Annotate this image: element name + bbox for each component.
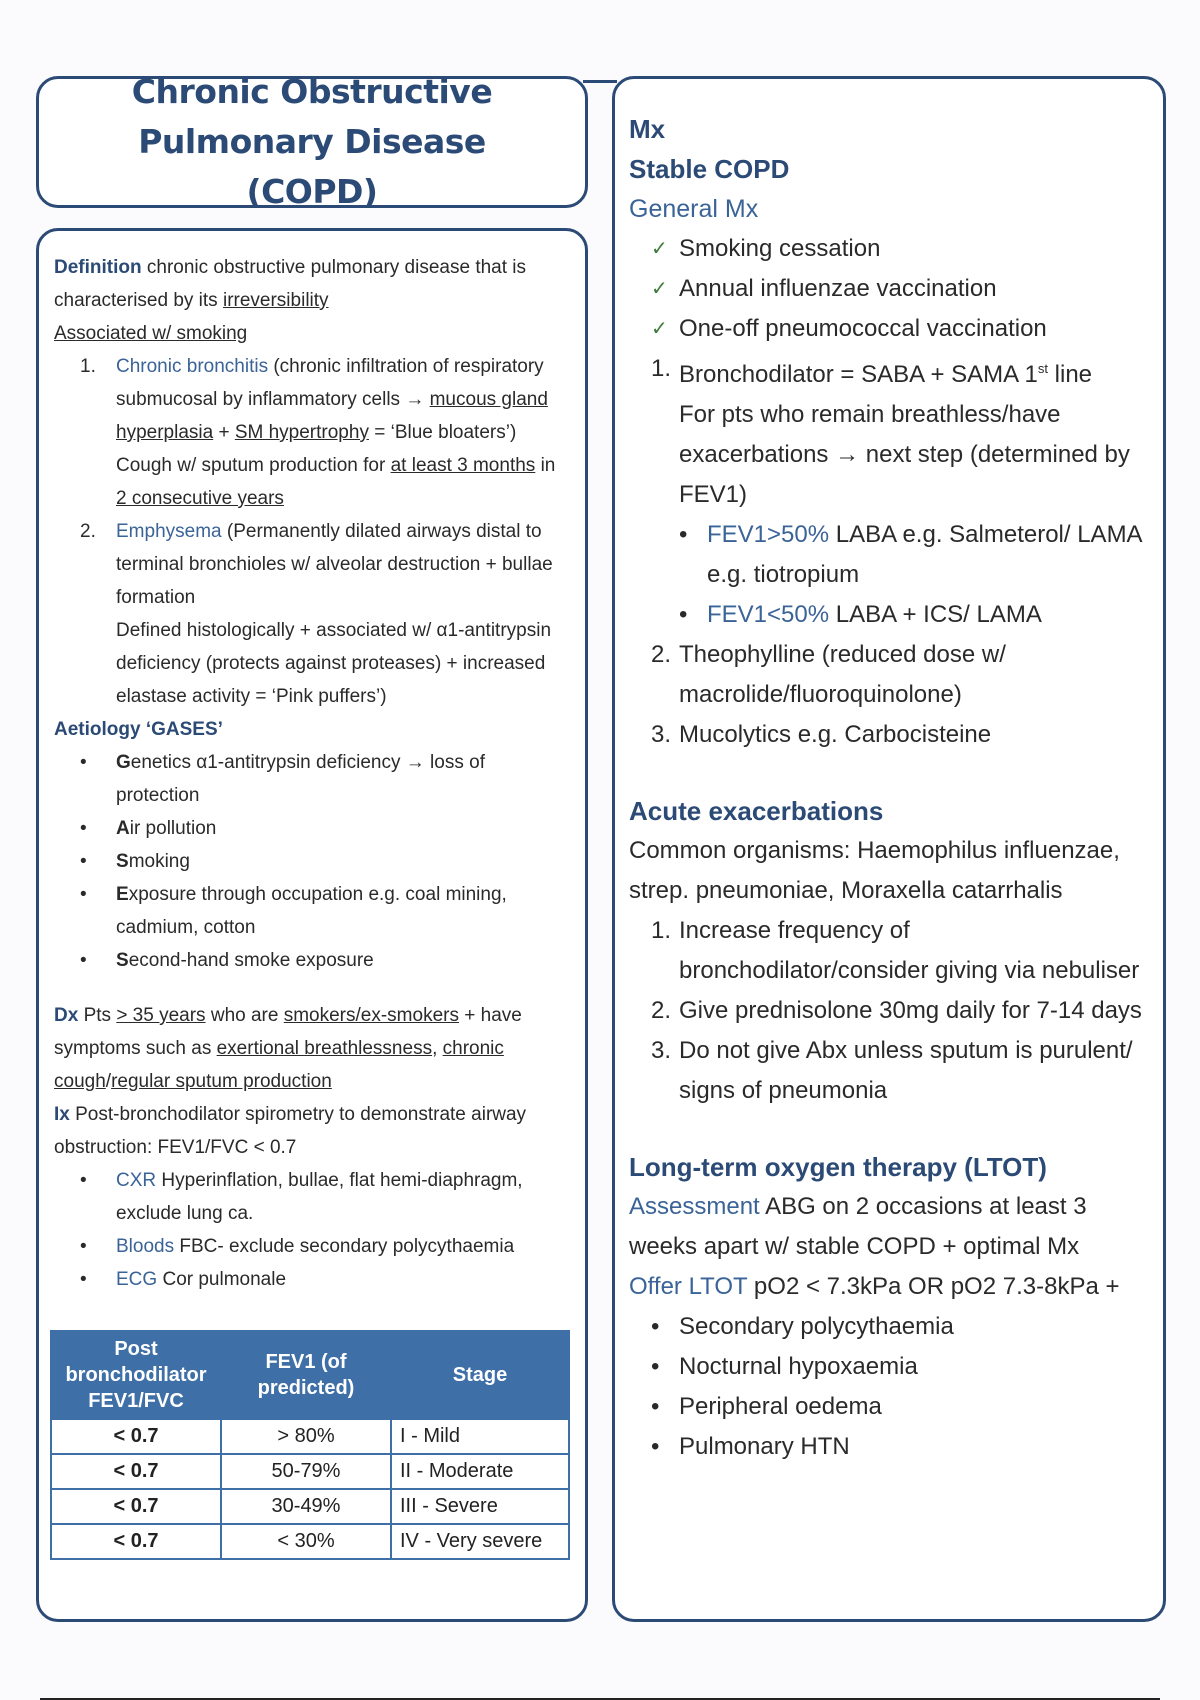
spacer [629,755,1147,791]
ltot-offer [629,1267,1147,1307]
aetiology-item [54,878,571,944]
mx-step-3 [629,715,1147,755]
table-row [51,1419,569,1454]
ix-item-label: CXR [116,1170,157,1191]
step-text: Give prednisolone 30mg daily for 7-14 days [679,997,1142,1024]
step-number: 2. [651,641,672,668]
type-number: 2. [80,521,96,542]
table-cell: < 0.7 [51,1419,221,1454]
table-cell: < 30% [221,1524,391,1559]
ltot-item [629,1307,1147,1347]
definition-text: chronic obstructive pulmonary disease that is characterised by its [54,257,527,311]
acute-item [629,1031,1147,1111]
bullet-icon: • [80,851,87,872]
mnemonic-letter: S [116,950,129,971]
acute-item [629,991,1147,1031]
step-text: For pts who remain breathless/have exacerbations → next step (determined by FEV1) [679,401,1130,508]
step-text: Bronchodilator = SABA + SAMA 1 [679,361,1038,388]
ltot-item-text: Pulmonary HTN [679,1433,850,1460]
page-title [39,67,585,217]
type-emphysema [54,515,571,713]
acute-exacerbations-heading: Acute exacerbations [629,796,884,826]
table-row [51,1454,569,1489]
dx-text: , [432,1038,443,1059]
type-text: (Permanently dilated airways distal to terminal bronchioles w/ alveolar destruction + bullae formation [116,521,553,608]
type-text: (chronic infiltration of respiratory submucosal by inflammatory cells → [116,356,544,410]
bullet-icon: • [80,950,87,971]
ix-item-text: Hyperinflation, bullae, flat hemi-diaphragm, exclude lung ca. [116,1170,523,1224]
ix-item-label: ECG [116,1269,158,1290]
spacer [54,977,571,999]
type-text: + [213,422,235,443]
ix-label: Ix [54,1104,70,1125]
check-icon: ✓ [651,318,668,340]
right-panel [612,76,1166,1622]
step-number: 3. [651,721,672,748]
step-number: 2. [651,997,672,1024]
bullet-icon: • [80,1236,87,1257]
check-icon: ✓ [651,278,668,300]
acute-item [629,911,1147,991]
mnemonic-letter: S [116,851,129,872]
bullet-icon: • [651,1313,660,1340]
table-header: FEV1 (of predicted) [221,1331,391,1419]
step-text: Do not give Abx unless sputum is purulent/ signs of pneumonia [679,1037,1133,1104]
ltot-item [629,1347,1147,1387]
bullet-icon: • [651,1393,660,1420]
definition-label: Definition [54,257,142,278]
title-line-1: Chronic Obstructive Pulmonary Disease [131,72,493,161]
bullet-icon: • [679,521,688,548]
mx-heading: Mx [629,114,666,144]
dx-underline: exertional breathlessness [216,1038,433,1059]
ix-text: Post-bronchodilator spirometry to demonstrate airway obstruction: FEV1/FVC < 0.7 [54,1104,527,1158]
fev1-bullet [629,595,1147,635]
bullet-icon: • [80,884,87,905]
table-cell: I - Mild [391,1419,569,1454]
associated-smoking: Associated w/ smoking [54,323,248,344]
ix-item-text: FBC- exclude secondary polycythaemia [174,1236,515,1257]
ltot-assessment [629,1187,1147,1267]
fev1-label: FEV1<50% [707,601,830,628]
table-cell: > 80% [221,1419,391,1454]
bullet-icon: • [651,1433,660,1460]
dx-underline: smokers/ex-smokers [283,1005,459,1026]
type-underline: at least 3 months [390,455,536,476]
gold-stage-table [50,1330,570,1560]
assessment-label: Assessment [629,1193,760,1220]
dx-text: who are [205,1005,284,1026]
bullet-icon: • [80,1170,87,1191]
mnemonic-letter: E [116,884,129,905]
aetiology-item [54,845,571,878]
ltot-item [629,1427,1147,1467]
step-number: 1. [651,917,672,944]
step-text: Mucolytics e.g. Carbocisteine [679,721,992,748]
table-cell: < 0.7 [51,1454,221,1489]
fev1-bullet [629,515,1147,595]
mx-step-1 [629,349,1147,515]
dx-underline: > 35 years [116,1005,206,1026]
aetiology-item [54,746,571,812]
ix-item-label: Bloods [116,1236,175,1257]
table-cell: < 0.7 [51,1489,221,1524]
step-number: 3. [651,1037,672,1064]
dx-label: Dx [54,1005,79,1026]
table-cell: IV - Very severe [391,1524,569,1559]
type-text: in [535,455,556,476]
mnemonic-text: enetics α1-antitrypsin deficiency → loss of protection [116,752,485,806]
check-icon: ✓ [651,238,668,260]
mnemonic-text: ir pollution [129,818,217,839]
general-mx-heading: General Mx [629,195,759,223]
check-item [629,229,1147,269]
type-text: Cough w/ sputum production for [116,455,391,476]
mnemonic-letter: G [116,752,131,773]
check-text: One-off pneumococcal vaccination [679,315,1047,342]
aetiology-item [54,944,571,977]
check-text: Annual influenzae vaccination [679,275,997,302]
spacer [629,1111,1147,1147]
ix-item-text: Cor pulmonale [157,1269,287,1290]
table-header-row [51,1331,569,1419]
aetiology-item [54,812,571,845]
ix-item [54,1164,571,1230]
step-text: Theophylline (reduced dose w/ macrolide/fluoroquinolone) [679,641,1006,708]
mnemonic-text: econd-hand smoke exposure [128,950,374,971]
ltot-heading: Long-term oxygen therapy (LTOT) [629,1152,1047,1182]
type-underline: 2 consecutive years [116,488,284,509]
bullet-icon: • [80,818,87,839]
ltot-item-text: Nocturnal hypoxaemia [679,1353,918,1380]
table-cell: 30-49% [221,1489,391,1524]
ltot-item [629,1387,1147,1427]
check-item [629,269,1147,309]
type-chronic-bronchitis [54,350,571,515]
definition [54,251,571,317]
step-text: Increase frequency of bronchodilator/consider giving via nebuliser [679,917,1140,984]
type-underline: SM hypertrophy [234,422,369,443]
connector-line [583,80,617,83]
check-text: Smoking cessation [679,235,881,262]
mnemonic-letter: A [116,818,130,839]
type-number: 1. [80,356,96,377]
mx-step-2 [629,635,1147,715]
ltot-item-text: Peripheral oedema [679,1393,882,1420]
table-cell: < 0.7 [51,1524,221,1559]
table-row [51,1489,569,1524]
type-underline: mucous gland hyperplasia [116,389,548,443]
type-text: Defined histologically + associated w/ α1-antitrypsin deficiency (protects against proteases) + increased elastase activity = ‘Pink puffers’) [116,620,552,707]
bullet-icon: • [80,1269,87,1290]
table-cell: II - Moderate [391,1454,569,1489]
type-name: Chronic bronchitis [116,356,269,377]
bullet-icon: • [80,752,87,773]
title-line-2: (COPD) [246,172,378,211]
table-row [51,1524,569,1559]
ix-item [54,1230,571,1263]
dx-text: / [105,1071,112,1092]
fev1-text: LABA + ICS/ LAMA [829,601,1042,628]
dx-underline: chronic cough [54,1038,504,1092]
type-name: Emphysema [116,521,222,542]
bullet-icon: • [679,601,688,628]
investigations [54,1098,571,1164]
table-header: Stage [391,1331,569,1419]
step-number: 1. [651,355,672,382]
step-sup: st [1037,361,1048,376]
dx-underline: regular sputum production [111,1071,332,1092]
table-header: Post bronchodilator FEV1/FVC [51,1331,221,1419]
offer-label: Offer LTOT [629,1273,748,1300]
dx-text: Pts [78,1005,117,1026]
table-cell: 50-79% [221,1454,391,1489]
diagnosis [54,999,571,1098]
type-text: = ‘Blue bloaters’) [368,422,517,443]
mnemonic-text: xposure through occupation e.g. coal mining, cadmium, cotton [116,884,507,938]
mnemonic-text: moking [128,851,190,872]
assessment-text: ABG on 2 occasions at least 3 weeks apart w/ stable COPD + optimal Mx [629,1193,1087,1260]
table-cell: III - Severe [391,1489,569,1524]
check-item [629,309,1147,349]
common-organisms: Common organisms: Haemophilus influenzae, strep. pneumoniae, Moraxella catarrhalis [629,837,1120,904]
definition-underlined: irreversibility [222,290,329,311]
fev1-label: FEV1>50% [707,521,830,548]
ix-item [54,1263,571,1296]
aetiology-label: Aetiology ‘GASES’ [54,719,223,740]
dx-text: + have symptoms such as [54,1005,522,1059]
stable-copd-heading: Stable COPD [629,154,790,184]
ltot-item-text: Secondary polycythaemia [679,1313,954,1340]
title-box [36,72,588,211]
offer-text: pO2 < 7.3kPa OR pO2 7.3-8kPa + [747,1273,1120,1300]
bullet-icon: • [651,1353,660,1380]
step-text: line [1048,361,1093,388]
fev1-text: LABA e.g. Salmeterol/ LAMA e.g. tiotropium [707,521,1142,588]
left-panel [36,228,588,1622]
